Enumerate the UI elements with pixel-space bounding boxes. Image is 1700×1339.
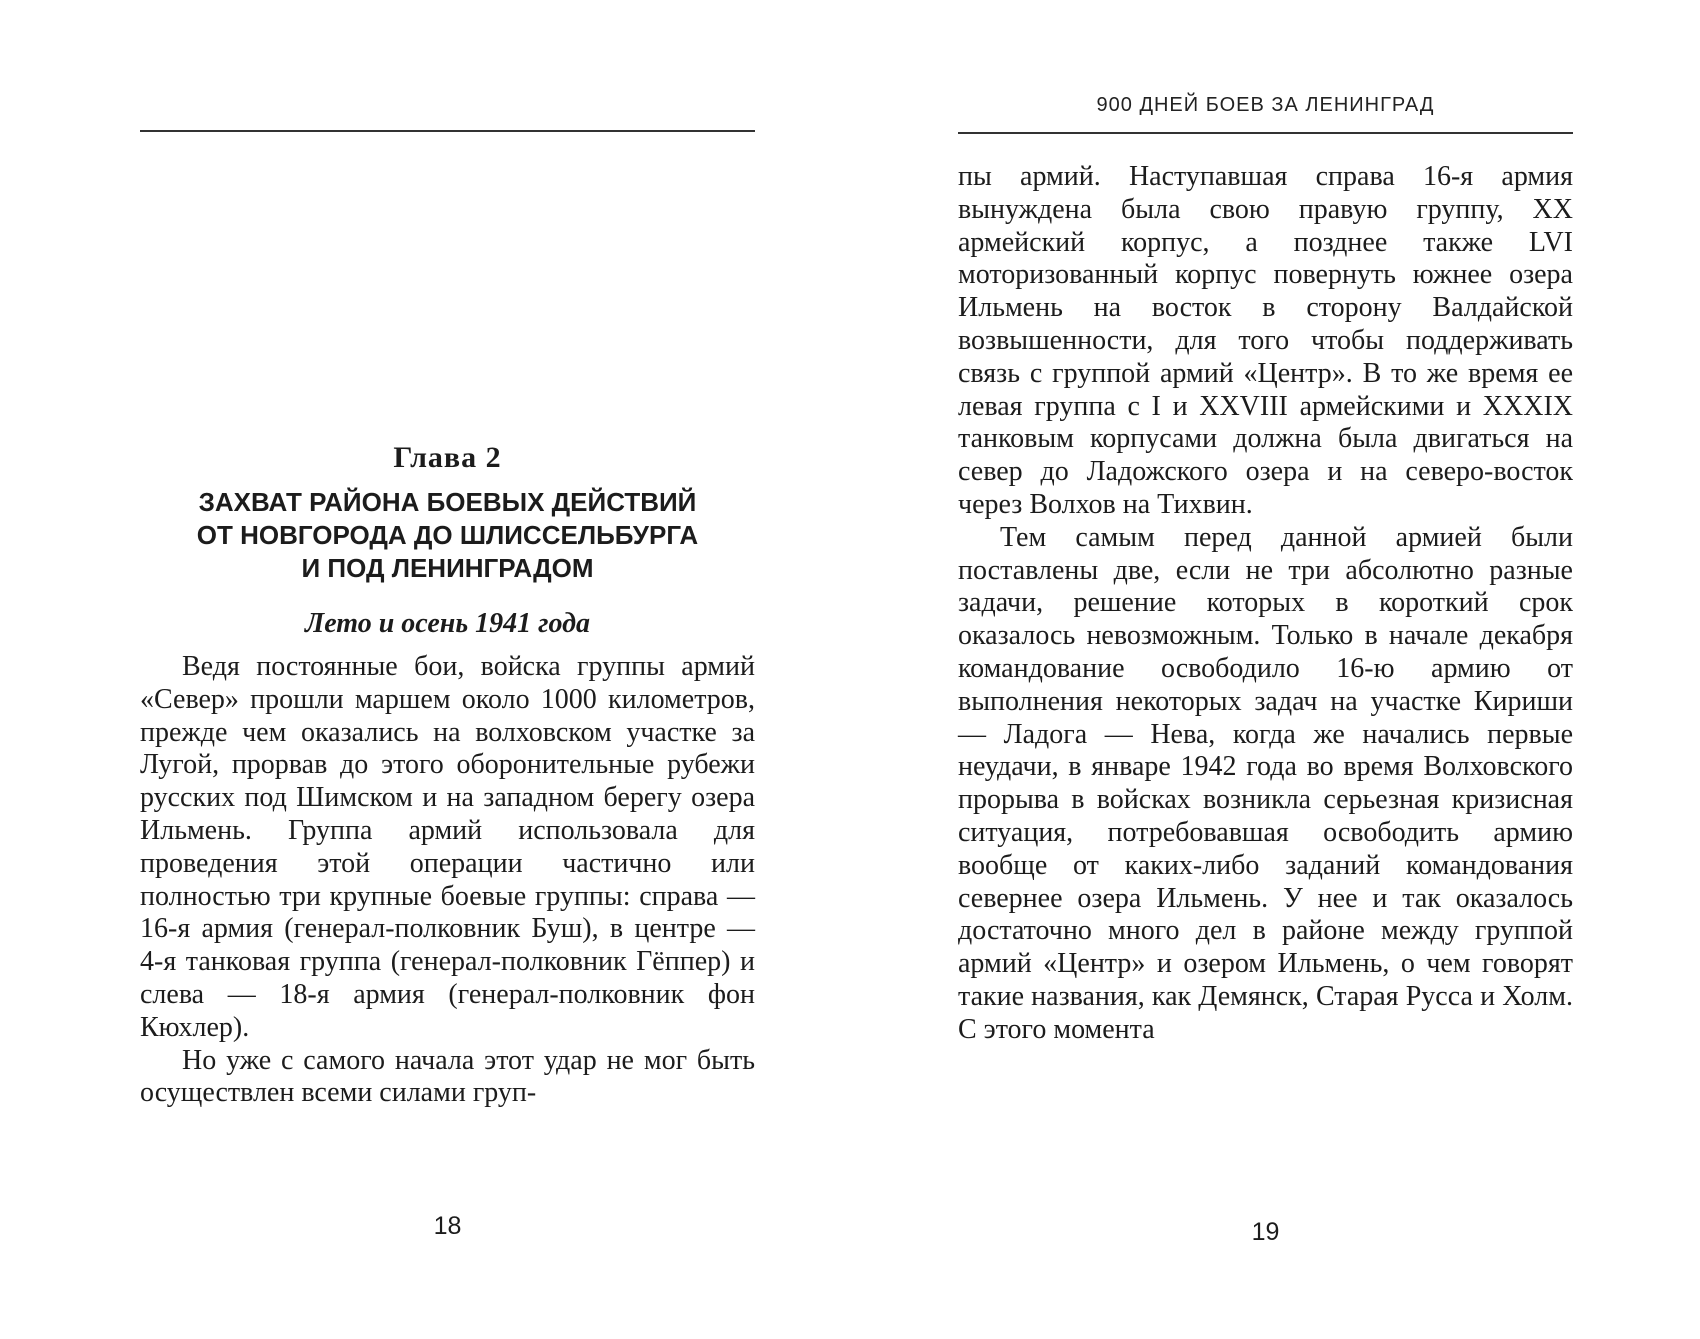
paragraph: Но уже с самого начала этот удар не мог быть осуществлен всеми силами груп- <box>140 1044 755 1109</box>
paragraph: пы армий. Наступавшая справа 16-я армия вынуждена была свою правую группу, XX армейский корпус, а позднее также LVI моторизованный корпус повернуть южнее озера Ильмень на восток в сторону Валдайской возвышенности, для того чтобы поддерживать связь с группой армий «Центр». В то же время ее левая группа с I и XXVIII армейскими и XXXIX танковым корпусами должна была двигаться на север до Ладожского озера и на северо-восток через Волхов на Тихвин. <box>958 161 1573 520</box>
chapter-title-line: И ПОД ЛЕНИНГРАДОМ <box>301 553 594 583</box>
chapter-title <box>140 486 755 585</box>
chapter-title-line: ЗАХВАТ РАЙОНА БОЕВЫХ ДЕЙСТВИЙ <box>198 487 697 517</box>
body-text <box>958 161 1573 1047</box>
chapter-subtitle: Лето и осень 1941 года <box>305 608 590 639</box>
header-rule <box>958 132 1573 134</box>
body-text <box>140 651 755 1110</box>
chapter-title-line: ОТ НОВГОРОДА ДО ШЛИССЕЛЬБУРГА <box>196 520 699 550</box>
header-rule <box>140 130 755 132</box>
paragraph: Тем самым перед данной армией были поставлены две, если не три абсолютно разные задачи, решение которых в короткий срок оказалось невозможным. Только в начале декабря командование освободило 16-ю армию от выполнения некоторых задач на участке Кириши — Ладога — Нева, когда же начались первые неудачи, в январе 1942 года во время Волховского прорыва в войсках возникла серьезная кризисная ситуация, потребовавшая освободить армию вообще от каких-либо заданий командования севернее озера Ильмень. У нее и так оказалось достаточно много дел в районе между группой армий «Центр» и озером Ильмень, о чем говорят такие названия, как Демянск, Старая Русса и Холм. С этого момента <box>958 521 1573 1045</box>
chapter-label: Глава 2 <box>393 441 502 474</box>
right-page <box>850 0 1700 1339</box>
running-head: 900 ДНЕЙ БОЕВ ЗА ЛЕНИНГРАД <box>1096 94 1435 116</box>
paragraph: Ведя постоянные бои, войска группы армий «Север» прошли маршем около 1000 километров, прежде чем оказались на волховском участке за Лугой, прорвав до этого оборонительные рубежи русских под Шимском и на западном берегу озера Ильмень. Группа армий использовала для проведения этой операции частично или полностью три крупные боевые группы: справа — 16-я армия (генерал-полковник Буш), в центре — 4-я танковая группа (генерал-полковник Гёппер) и слева — 18-я армия (генерал-полковник фон Кюхлер). <box>140 651 755 1043</box>
page-number: 19 <box>1251 1218 1280 1246</box>
chapter-heading <box>140 438 755 643</box>
page-number: 18 <box>433 1212 462 1240</box>
